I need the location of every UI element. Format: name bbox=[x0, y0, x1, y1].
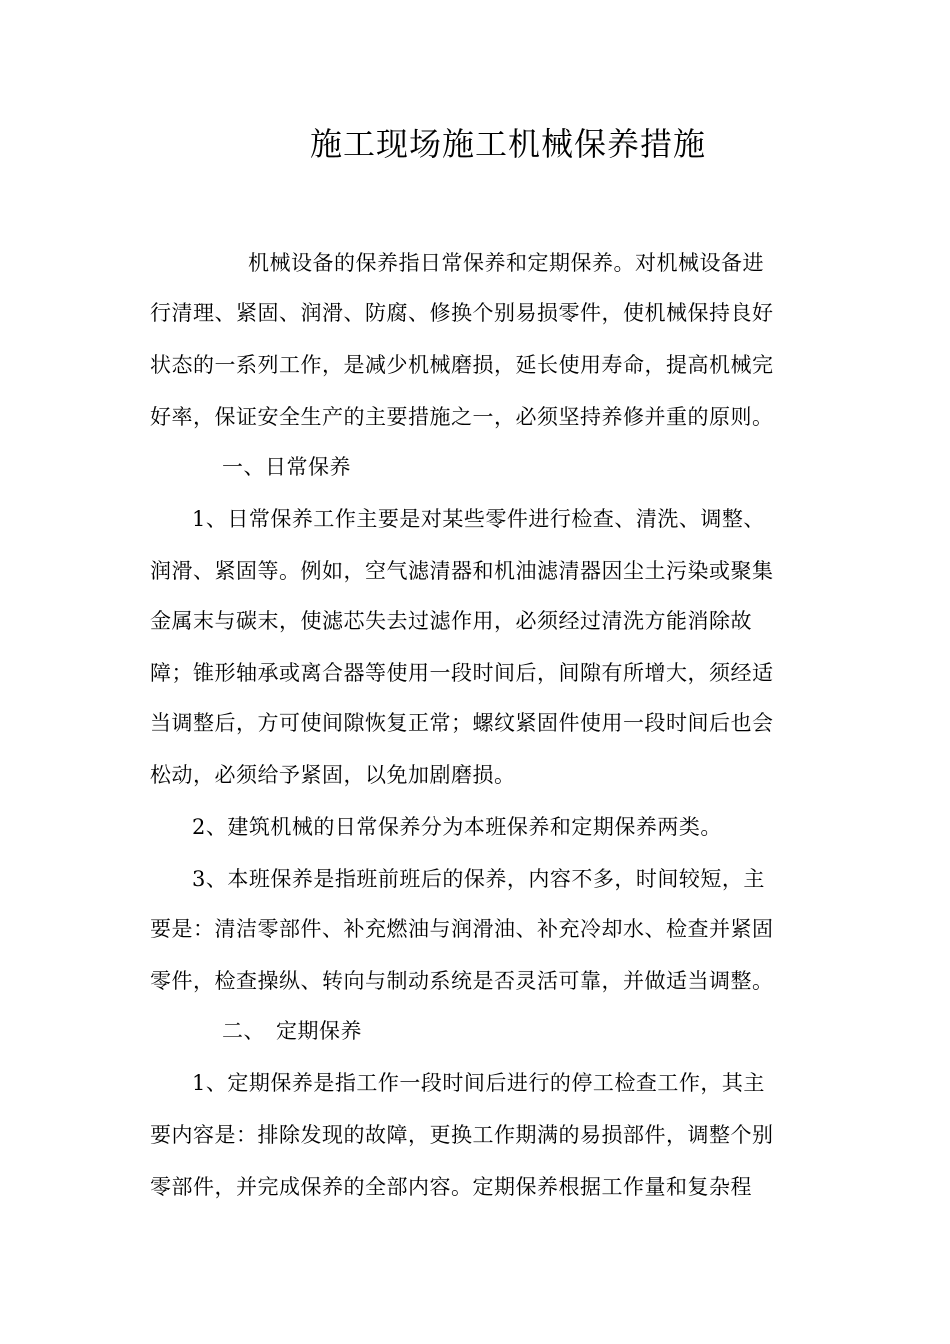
paragraph-line: 1、定期保养是指工作一段时间后进行的停工检查工作，其主 bbox=[192, 1071, 765, 1095]
paragraph-line: 2、建筑机械的日常保养分为本班保养和定期保养两类。 bbox=[192, 815, 722, 839]
paragraph-line: 当调整后，方可使间隙恢复正常；螺纹紧固件使用一段时间后也会 bbox=[150, 711, 774, 735]
paragraph-line: 3、本班保养是指班前班后的保养，内容不多，时间较短，主 bbox=[192, 867, 765, 891]
paragraph-line: 零部件，并完成保养的全部内容。定期保养根据工作量和复杂程 bbox=[150, 1175, 752, 1199]
paragraph-line: 好率，保证安全生产的主要措施之一，必须坚持养修并重的原则。 bbox=[150, 405, 774, 429]
paragraph-line: 状态的一系列工作，是减少机械磨损，延长使用寿命，提高机械完 bbox=[150, 353, 774, 377]
paragraph-line: 1、日常保养工作主要是对某些零件进行检查、清洗、调整、 bbox=[192, 507, 765, 531]
paragraph-line: 行清理、紧固、润滑、防腐、修换个别易损零件，使机械保持良好 bbox=[150, 301, 774, 325]
paragraph-line: 机械设备的保养指日常保养和定期保养。对机械设备进 bbox=[248, 251, 764, 275]
paragraph-line: 润滑、紧固等。例如，空气滤清器和机油滤清器因尘土污染或聚集 bbox=[150, 559, 774, 583]
paragraph-line: 金属末与碳末，使滤芯失去过滤作用，必须经过清洗方能消除故 bbox=[150, 609, 752, 633]
paragraph-line: 要是：清洁零部件、补充燃油与润滑油、补充冷却水、检查并紧固 bbox=[150, 917, 774, 941]
paragraph-line: 要内容是：排除发现的故障，更换工作期满的易损部件，调整个别 bbox=[150, 1123, 774, 1147]
paragraph-line: 障；锥形轴承或离合器等使用一段时间后，间隙有所增大，须经适 bbox=[150, 661, 774, 685]
section-heading: 二、 定期保养 bbox=[222, 1019, 362, 1043]
document-title: 施工现场施工机械保养措施 bbox=[309, 125, 706, 163]
paragraph-line: 零件，检查操纵、转向与制动系统是否灵活可靠，并做适当调整。 bbox=[150, 969, 774, 993]
paragraph-line: 松动，必须给予紧固，以免加剧磨损。 bbox=[150, 763, 516, 787]
section-heading: 一、日常保养 bbox=[222, 455, 351, 479]
